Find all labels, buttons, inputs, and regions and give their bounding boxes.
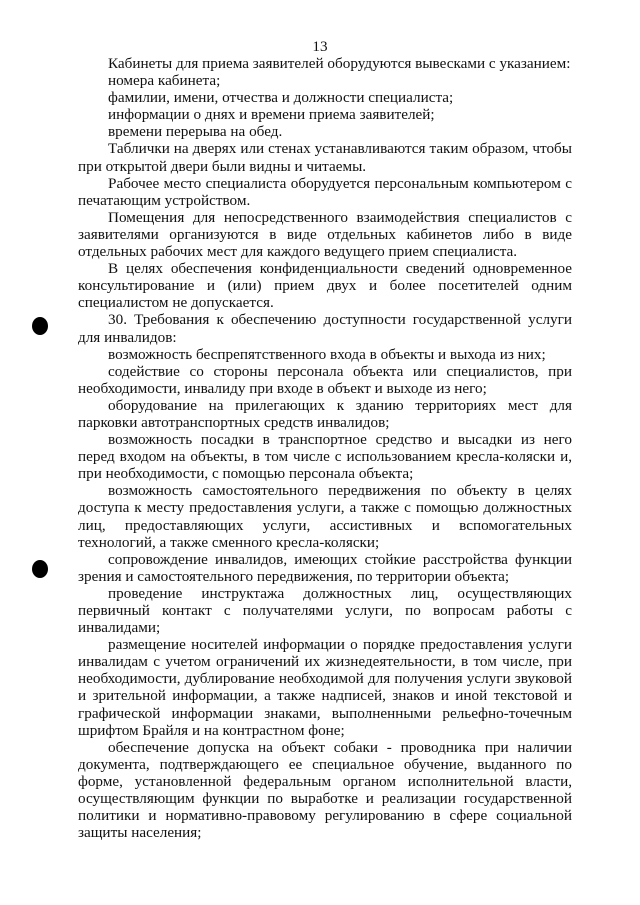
list-item-staff-assistance: содействие со стороны персонала объекта или специалистов, при необходимости, инвалиду при входе в объект и выходе из него; [78,362,572,397]
list-item-reception-days: информации о днях и времени приема заявителей; [108,106,435,124]
section-30-heading: 30. Требования к обеспечению доступности государственной услуги для инвалидов: [78,311,572,346]
list-item-parking: оборудование на прилегающих к зданию территориях мест для парковки автотранспортных средств инвалидов; [78,396,572,431]
list-item-information-media: размещение носителей информации о порядке предоставления услуги инвалидам с учетом ограничений их жизнедеятельности, в том числе, при необходимости, дублирование необходимой для получения услуги звуковой и зрительной информации, а также надписей, знаков и иной текстовой и графической информации знаками, выполненными рельефно-точечным шрифтом Брайля и на контрастном фоне; [78,636,572,739]
punch-hole-bottom [32,560,48,578]
paragraph-confidentiality: В целях обеспечения конфиденциальности сведений одновременное консультирование и (или) прием двух и более посетителей одним специалистом не допускается. [78,260,572,312]
list-item-escort: сопровождение инвалидов, имеющих стойкие расстройства функции зрения и самостоятельного передвижения, по территории объекта; [78,550,572,585]
list-item-lunch-break: времени перерыва на обед. [108,123,283,141]
list-item-independent-movement: возможность самостоятельного передвижения по объекту в целях доступа к месту предоставления услуги, а также с помощью должностных лиц, предоставляющих услуги, ассистивных и вспомогательных технологий, а также сменного кресла-коляски; [78,482,572,551]
page-number: 13 [312,38,328,55]
list-item-room-number: номера кабинета; [108,72,221,90]
list-item-guide-dog: обеспечение допуска на объект собаки - проводника при наличии документа, подтверждающего ее специальное обучение, выданного по форме, установленной федеральным органом исполнительной власти, осуществляющим функции по выработке и реализации государственной политики и нормативно-правовому регулированию в сфере социальной защиты населения; [78,738,572,842]
paragraph-workplace: Рабочее место специалиста оборудуется персональным компьютером с печатающим устройством. [78,174,572,209]
list-item-staff-briefing: проведение инструктажа должностных лиц, осуществляющих первичный контакт с получателями услуги, по вопросам работы с инвалидами; [78,584,572,637]
paragraph-cabinets-signs: Кабинеты для приема заявителей оборудуются вывесками с указанием: [108,55,571,72]
document-body [78,55,572,841]
list-item-boarding-vehicle: возможность посадки в транспортное средство и высадки из него перед входом на объекты, в том числе с использованием кресла-коляски и, при необходимости, с помощью персонала объекта; [78,431,572,483]
list-item-free-access: возможность беспрепятственного входа в объекты и выхода из них; [108,345,546,363]
paragraph-premises: Помещения для непосредственного взаимодействия специалистов с заявителями организуются в виде отдельных кабинетов либо в виде отдельных рабочих мест для каждого ведущего прием специалиста. [78,208,572,261]
list-item-specialist-name: фамилии, имени, отчества и должности специалиста; [108,89,454,107]
punch-hole-top [32,317,48,335]
paragraph-door-plates: Таблички на дверях или стенах устанавливаются таким образом, чтобы при открытой двери были видны и читаемы. [78,140,572,175]
